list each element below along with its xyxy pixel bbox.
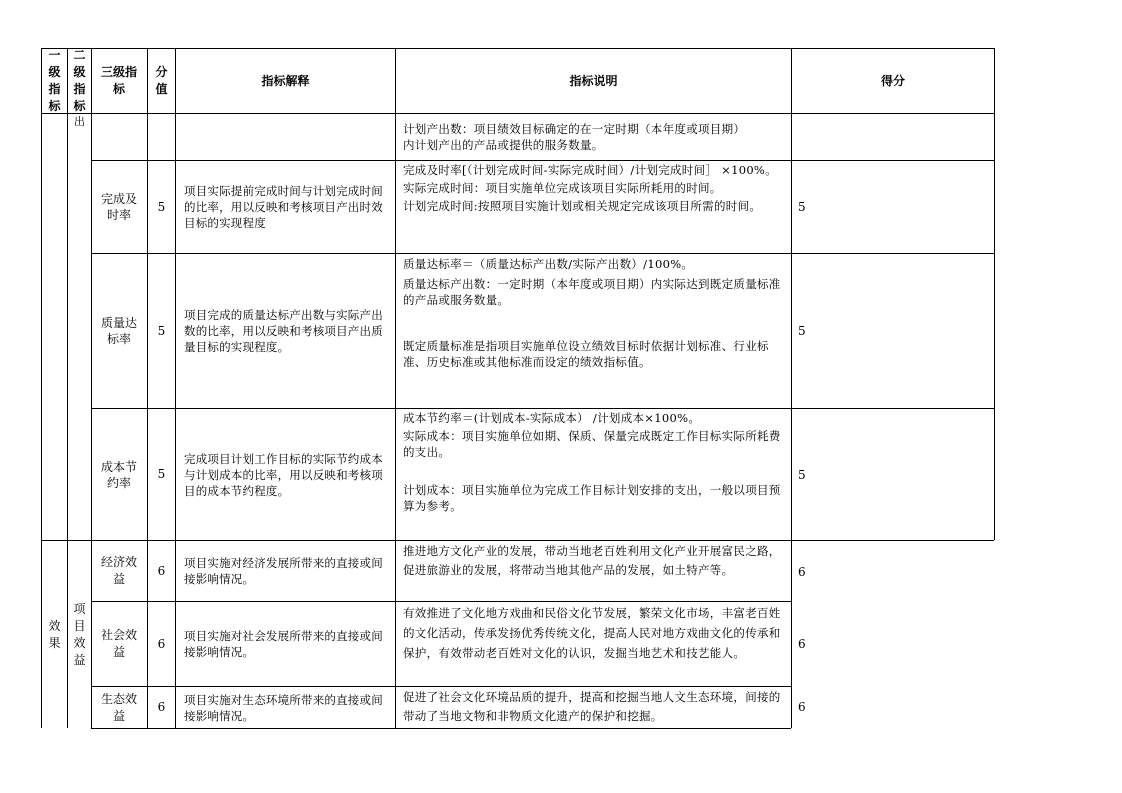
metric-description: 促进了社会文化环境品质的提升，提高和挖掘当地人文生态环境，间接的带动了当地文物和非物质文化遗产的保护和挖掘。 <box>403 690 781 723</box>
metric-name: 社会效益 <box>100 628 137 659</box>
header-explain: 指标解释 <box>261 73 310 88</box>
metric-explain: 项目实际提前完成时间与计划完成时间的比率，用以反映和考核项目产出时效目标的实现程度 <box>184 184 383 230</box>
metric-points: 5 <box>157 323 166 338</box>
metric-description: 推进地方文化产业的发展，带动当地老百姓利用文化产业开展富民之路，促进旅游业的发展，将带动当地其他产品的发展，如土特产等。 <box>403 544 781 577</box>
metric-score: 6 <box>798 700 806 714</box>
metric-name: 经济效益 <box>100 555 137 586</box>
metric-points: 6 <box>157 636 166 651</box>
planned-output-description: 计划产出数：项目绩效目标确定的在一定时期（本年度或项目期） 内计划产出的产品或提供的服务数量。 <box>403 122 746 152</box>
metric-description: 完成及时率[（计划完成时间-实际完成时间）/计划完成时间］ ×100%。 实际完成时间：项目实施单位完成该项目实际所耗用的时间。 计划完成时间:按照项目实施计划或相关规定完成该项目所需的时间。 <box>403 163 777 213</box>
header-level2: 二级指标 <box>73 48 86 113</box>
level1-effect: 效果 <box>48 618 61 650</box>
metric-points: 6 <box>157 563 166 578</box>
level2-project-benefit: 项目效益 <box>73 601 86 667</box>
metric-points: 6 <box>157 700 166 714</box>
metric-explain: 项目完成的质量达标产出数与实际产出数的比率，用以反映和考核项目产出质量目标的实现程度。 <box>184 308 383 354</box>
metric-name: 成本节约率 <box>100 459 137 490</box>
metric-score: 6 <box>798 637 806 651</box>
header-description: 指标说明 <box>569 73 618 88</box>
level2-continuation: 出 <box>74 114 85 128</box>
metric-explain: 完成项目计划工作目标的实际节约成本与计划成本的比率，用以反映和考核项目的成本节约程度。 <box>184 451 383 498</box>
metric-score: 5 <box>798 324 806 338</box>
metric-description: 有效推进了文化地方戏曲和民俗文化节发展，繁荣文化市场，丰富老百姓的文化活动，传承发扬优秀传统文化，提高人民对地方戏曲文化的传承和保护，有效带动老百姓对文化的认识，发掘当地艺术和技艺能人。 <box>403 606 781 660</box>
header-score: 得分 <box>880 73 905 88</box>
metric-name: 完成及时率 <box>100 192 137 222</box>
metric-score: 5 <box>798 467 806 482</box>
metric-score: 6 <box>798 565 806 579</box>
metric-explain: 项目实施对社会发展所带来的直接或间接影响情况。 <box>184 629 383 659</box>
metric-points: 5 <box>157 199 166 214</box>
metric-name: 质量达标率 <box>100 316 137 346</box>
metric-description: 成本节约率＝(计划成本-实际成本） /计划成本×100%。 实际成本：项目实施单位如期、保质、保量完成既定工作目标实际所耗费的支出。 计划成本：项目实施单位为完成工作目标计划安排的支出，一般以项目预算为参考。 <box>403 411 781 513</box>
metric-name: 生态效益 <box>100 691 137 723</box>
header-level3: 三级指标 <box>100 65 137 96</box>
metric-description: 质量达标率＝（质量达标产出数/实际产出数）/100%。 质量达标产出数：一定时期（本年度或项目期）内实际达到既定质量标准的产品或服务数量。 既定质量标准是指项目实施单位设立绩效目标时依据计划标准、行业标准、历史标准或其他标准而设定的绩效指标值。 <box>403 257 781 369</box>
metric-explain: 项目实施对生态环境所带来的直接或间接影响情况。 <box>184 692 383 723</box>
metric-explain: 项目实施对经济发展所带来的直接或间接影响情况。 <box>184 556 383 586</box>
metric-score: 5 <box>798 200 806 214</box>
header-level1: 一级指标 <box>48 48 61 113</box>
metric-points: 5 <box>157 467 166 481</box>
header-points: 分值 <box>155 65 168 96</box>
